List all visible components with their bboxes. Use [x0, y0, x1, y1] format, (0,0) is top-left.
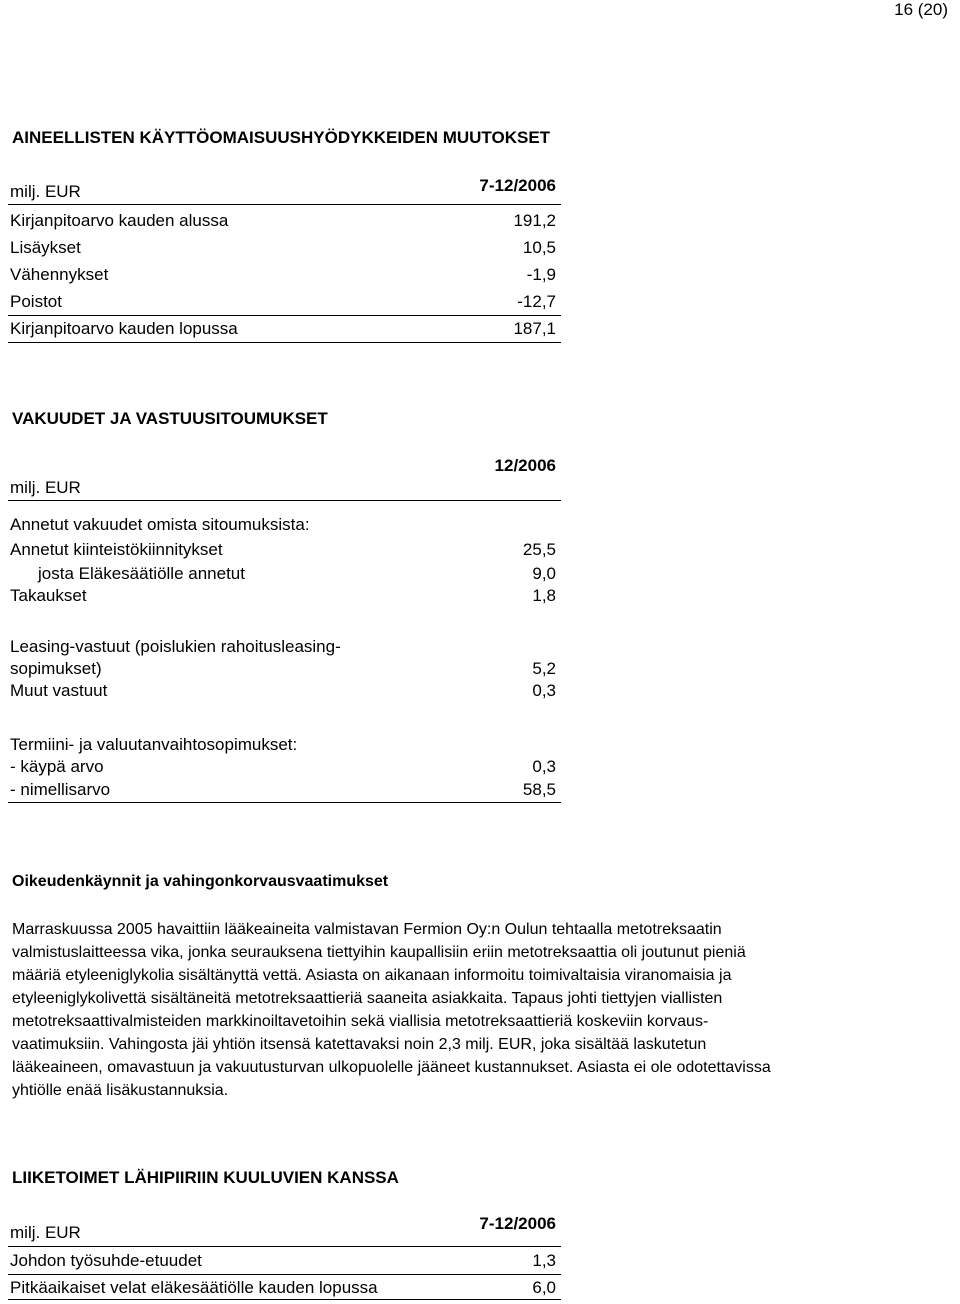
period-header: 7-12/2006: [479, 1214, 556, 1233]
table-row-value: 25,5: [522, 540, 556, 559]
subheading: Termiini- ja valuutanvaihtosopimukset:: [10, 735, 298, 754]
section-title-guarantees: VAKUUDET JA VASTUUSITOUMUKSET: [12, 409, 328, 428]
paragraph-line: Marraskuussa 2005 havaittiin lääkeaineita valmistavan Fermion Oy:n Oulun tehtaalla metotreksaatin: [12, 921, 722, 938]
table-divider: [8, 1274, 561, 1275]
period-header: 7-12/2006: [479, 176, 556, 195]
table-row-value: 58,5: [522, 780, 556, 799]
table-row-label: Poistot: [10, 292, 62, 311]
table-row-label: Vähennykset: [10, 265, 109, 284]
table-divider: [8, 204, 561, 205]
table-row-label: josta Eläkesäätiölle annetut: [38, 564, 245, 583]
table-row-value: -1,9: [526, 265, 556, 284]
table-row-value: 6,0: [532, 1278, 556, 1297]
table-row-label: Kirjanpitoarvo kauden lopussa: [10, 319, 238, 338]
subheading: Annetut vakuudet omista sitoumuksista:: [10, 515, 310, 534]
table-row-label: sopimukset): [10, 659, 102, 678]
table-row-value: 9,0: [532, 564, 556, 583]
table-row-value: 191,2: [513, 211, 556, 230]
table-divider: [8, 315, 561, 316]
table-row-value: 1,3: [532, 1251, 556, 1270]
unit-label: milj. EUR: [10, 182, 81, 201]
table-divider: [8, 342, 561, 343]
paragraph-line: etyleeniglykolivettä sisältäneitä metotreksaattieriä saaneita asiakkaita. Tapaus johti tiettyjen viallisten: [12, 990, 723, 1007]
table-divider: [8, 802, 561, 803]
table-divider: [8, 500, 561, 501]
unit-label: milj. EUR: [10, 1223, 81, 1242]
table-row-value: -12,7: [517, 292, 556, 311]
page-number: 16 (20): [894, 0, 948, 19]
paragraph-line: valmistuslaitteessa vika, jonka seurauksena tiettyihin kaupallisiin eriin metotreksaattia oli joutunut pieniä: [12, 944, 746, 961]
table-row-label: Takaukset: [10, 586, 87, 605]
table-row-value: 5,2: [532, 659, 556, 678]
section-title-related-party: LIIKETOIMET LÄHIPIIRIIN KUULUVIEN KANSSA: [12, 1168, 399, 1187]
table-row-label: Annetut kiinteistökiinnitykset: [10, 540, 223, 559]
table-row-value: 0,3: [532, 757, 556, 776]
table-row-value: 1,8: [532, 586, 556, 605]
paragraph-line: vaatimuksiin. Vahingosta jäi yhtiön itsensä katettavaksi noin 2,3 milj. EUR, joka sisältää laskutetun: [12, 1036, 707, 1053]
table-row-value: 187,1: [513, 319, 556, 338]
paragraph-line: yhtiölle enää lisäkustannuksia.: [12, 1082, 229, 1099]
period-header: 12/2006: [494, 456, 556, 475]
paragraph-line: määriä etyleeniglykolia sisältänyttä vettä. Asiasta on aikanaan informoitu toimivaltaisia viranomaisia ja: [12, 967, 732, 984]
section-title-litigation: Oikeudenkäynnit ja vahingonkorvausvaatimukset: [12, 873, 389, 890]
paragraph-line: metotreksaattivalmisteiden markkinoiltavetoihin sekä viallisia metotreksaattieriä koskeviin korvaus-: [12, 1013, 709, 1030]
litigation-paragraph: [12, 918, 892, 1102]
table-row-label: Muut vastuut: [10, 681, 108, 700]
unit-label: milj. EUR: [10, 478, 81, 497]
table-row-label: Kirjanpitoarvo kauden alussa: [10, 211, 229, 230]
table-row-value: 10,5: [522, 238, 556, 257]
table-row-label: - käypä arvo: [10, 757, 104, 776]
table-row-label: Pitkäaikaiset velat eläkesäätiölle kauden lopussa: [10, 1278, 378, 1297]
table-divider: [8, 1246, 561, 1247]
table-row-label: Lisäykset: [10, 238, 81, 257]
table-row-label: Johdon työsuhde-etuudet: [10, 1251, 202, 1270]
table-divider: [8, 1299, 561, 1300]
section-title-fixed-assets: AINEELLISTEN KÄYTTÖOMAISUUSHYÖDYKKEIDEN MUUTOKSET: [12, 128, 551, 147]
paragraph-line: lääkeaineen, omavastuun ja vakuutusturvan ulkopuolelle jääneet kustannukset. Asiasta ei ole odotettavissa: [12, 1059, 771, 1076]
table-row-value: 0,3: [532, 681, 556, 700]
table-row-label: - nimellisarvo: [10, 780, 111, 799]
table-row-label: Leasing-vastuut (poislukien rahoitusleasing-: [10, 637, 341, 656]
